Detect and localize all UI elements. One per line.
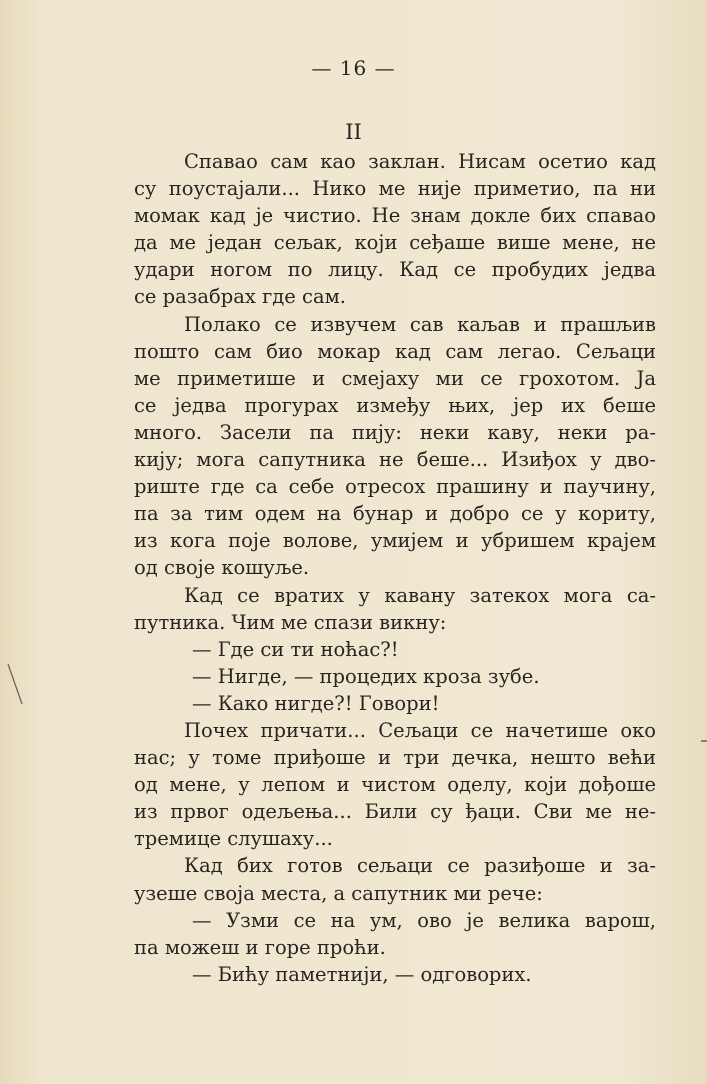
chapter-heading: II — [345, 120, 362, 144]
text-line: риште где са себе отресох прашину и паучину, — [134, 475, 656, 499]
text-line: путника. Чим ме спази викну: — [134, 610, 447, 634]
page-number: — 16 — — [311, 56, 396, 80]
text-line: Кад се вратих у кавану затекох мога са- — [184, 583, 656, 607]
text-line: удари ногом по лицу. Кад се пробудих једва — [134, 258, 656, 282]
text-line: из кога поје волове, умијем и убришем крајем — [134, 529, 656, 553]
dialog-line: — Како нигде?! Говори! — [192, 691, 440, 715]
dialog-line: — Узми се на ум, ово је велика варош, — [192, 908, 656, 932]
text-line: из првог одељења... Били су ђаци. Сви ме не- — [134, 800, 656, 824]
text-line: од своје кошуље. — [134, 556, 310, 580]
text-line: Почех причати... Сељаци се начетише око — [184, 718, 656, 742]
text-line: тремице слушаху... — [134, 827, 333, 851]
text-line: се разабрах где сам. — [134, 285, 346, 309]
text-line: момак кад је чистио. Не знам докле бих спавао — [134, 204, 656, 228]
text-line: па за тим одем на бунар и добро се у кориту, — [134, 502, 656, 526]
text-line: пошто сам био мокар кад сам легао. Сељаци — [134, 339, 656, 363]
text-line: много. Засели па пију: неки каву, неки ра- — [134, 420, 656, 444]
edge-mark — [701, 740, 707, 742]
text-line: кију; мога сапутника не беше... Изиђох у дво- — [134, 448, 656, 472]
text-line: Кад бих готов сељаци се разиђоше и за- — [184, 854, 656, 878]
text-line: па можеш и горе проћи. — [134, 935, 386, 959]
text-line: су поустајали... Нико ме није приметио, па ни — [134, 177, 656, 201]
text-line: ме приметише и смејаху ми се грохотом. Ја — [134, 366, 656, 390]
dialog-line: — Бићу паметнији, — одговорих. — [192, 962, 532, 986]
text-line: се једва прогурах између њих, јер их беше — [134, 393, 656, 417]
text-line: да ме један сељак, који сеђаше више мене, не — [134, 231, 656, 255]
text-line: нас; у томе приђоше и три дечка, нешто већи — [134, 746, 656, 770]
body-text — [134, 148, 656, 988]
dialog-line: — Где си ти ноћас?! — [192, 637, 399, 661]
dialog-line: — Нигде, — процедих кроза зубе. — [192, 664, 540, 688]
text-line: узеше своја места, а сапутник ми рече: — [134, 881, 543, 905]
text-line: Полако се извучем сав каљав и прашљив — [184, 312, 656, 336]
margin-mark-icon — [6, 660, 26, 710]
text-line: Спавао сам као заклан. Нисам осетио кад — [184, 150, 656, 173]
text-line: од мене, у лепом и чистом оделу, који дођоше — [134, 773, 656, 797]
